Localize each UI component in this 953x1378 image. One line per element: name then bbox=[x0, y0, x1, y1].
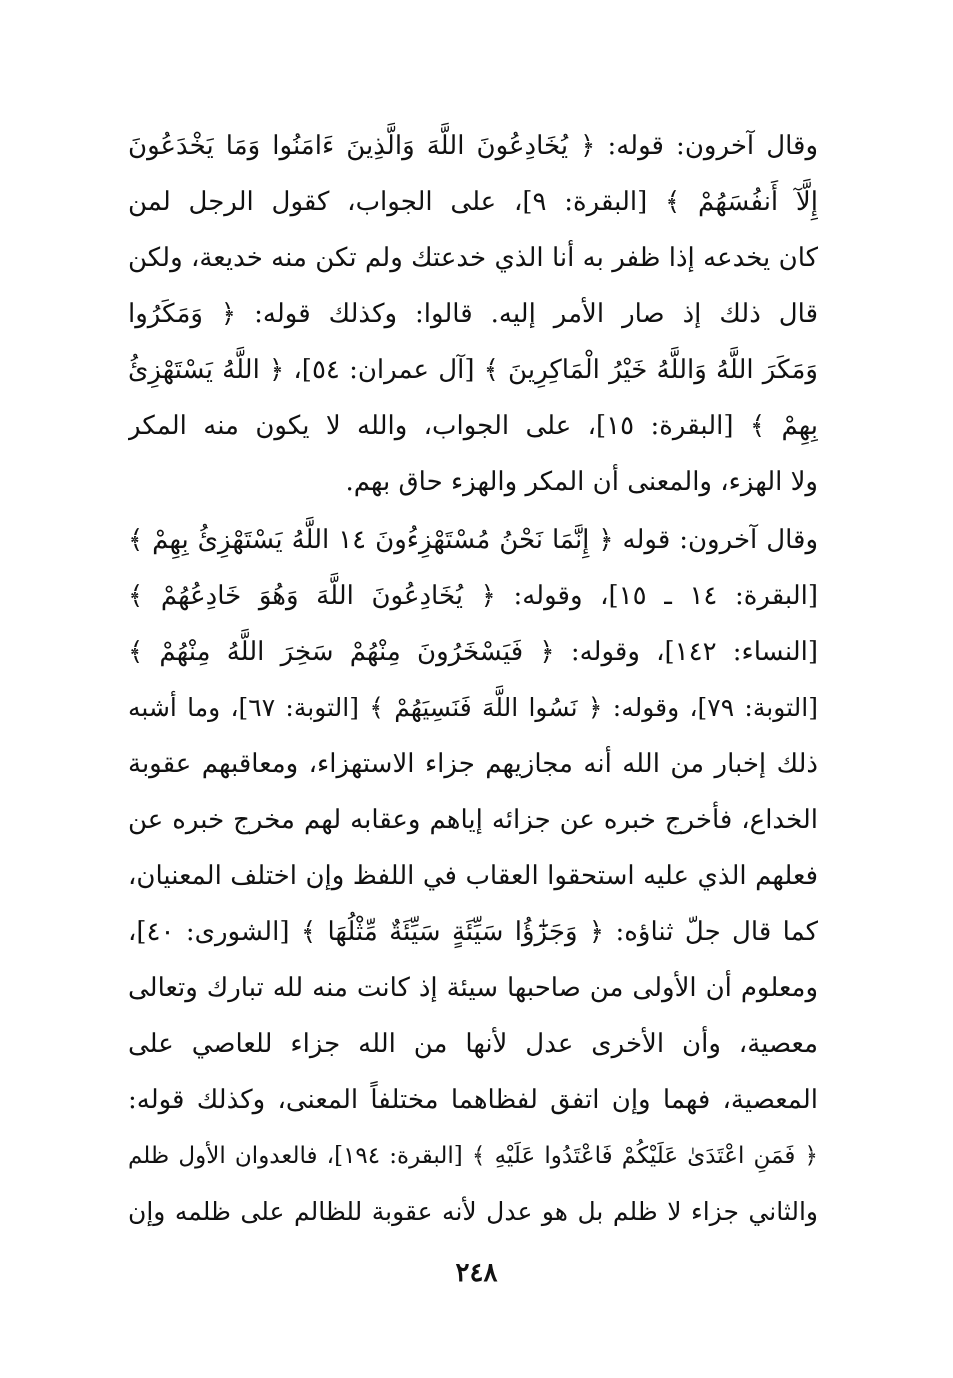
text-line: كان يخدعه إذا ظفر به أنا الذي خدعتك ولم تكن منه خديعة، ولكن bbox=[128, 243, 818, 273]
paragraph-2 bbox=[128, 512, 818, 1240]
text-line: قال ذلك إذ صار الأمر إليه. قالوا: وكذلك قوله: ﴿ وَمَكَرُوا bbox=[128, 299, 818, 329]
text-line: ومعلوم أن الأولى من صاحبها سيئة إذ كانت منه لله تبارك وتعالى bbox=[128, 973, 818, 1003]
text-line: المعصية، فهما وإن اتفق لفظاهما مختلفاً المعنى، وكذلك قوله: bbox=[128, 1085, 818, 1115]
page-number: ٢٤٨ bbox=[455, 1258, 498, 1288]
text-line: [البقرة: ١٤ ـ ١٥]، وقوله: ﴿ يُخَادِعُونَ اللَّهَ وَهُوَ خَادِعُهُمْ ﴾ bbox=[128, 581, 818, 611]
text-line: معصية، وأن الأخرى عدل لأنها من الله جزاء للعاصي على bbox=[128, 1029, 818, 1059]
paragraph-1 bbox=[128, 118, 818, 510]
text-line: [النساء: ١٤٢]، وقوله: ﴿ فَيَسْخَرُونَ مِنْهُمْ سَخِرَ اللَّهُ مِنْهُمْ ﴾ bbox=[128, 637, 818, 667]
text-line: إِلَّآ أَنفُسَهُمْ ﴾ [البقرة: ٩]، على الجواب، كقول الرجل لمن bbox=[128, 187, 818, 217]
text-line: الخداع، فأخرج خبره عن جزائه إياهم وعقابه لهم مخرج خبره عن bbox=[128, 805, 818, 835]
text-line: والثاني جزاء لا ظلم بل هو عدل لأنه عقوبة للظالم على ظلمه وإن bbox=[128, 1197, 818, 1226]
text-line: ﴿ فَمَنِ اعْتَدَىٰ عَلَيْكُمْ فَاعْتَدُوا عَلَيْهِ ﴾ [البقرة: ١٩٤]، فالعدوان الأول ظلم bbox=[128, 1143, 818, 1169]
text-line: ولا الهزء، والمعنى أن المكر والهزء حاق بهم. bbox=[345, 467, 818, 497]
text-line: كما قال جلّ ثناؤه: ﴿ وَجَزَٰٓؤُا سَيِّئَةٍ سَيِّئَةٌ مِّثْلُهَا ﴾ [الشورى: ٤٠]، bbox=[128, 917, 818, 947]
text-line: ذلك إخبار من الله أنه مجازيهم جزاء الاستهزاء، ومعاقبهم عقوبة bbox=[128, 749, 818, 779]
text-line: وَمَكَرَ اللَّهُ وَاللَّهُ خَيْرُ الْمَاكِرِينَ ﴾ [آل عمران: ٥٤]، ﴿ اللَّهُ يَسْتَهْزِئُ bbox=[128, 355, 818, 385]
text-line: [التوبة: ٧٩]، وقوله: ﴿ نَسُوا اللَّهَ فَنَسِيَهُمْ ﴾ [التوبة: ٦٧]، وما أشبه bbox=[128, 693, 818, 722]
text-line: بِهِمْ ﴾ [البقرة: ١٥]، على الجواب، والله لا يكون منه المكر bbox=[128, 411, 818, 441]
text-line: وقال آخرون: قوله: ﴿ يُخَادِعُونَ اللَّهَ وَالَّذِينَ ءَامَنُوا وَمَا يَخْدَعُونَ bbox=[128, 131, 818, 161]
text-line: فعلهم الذي عليه استحقوا العقاب في اللفظ وإن اختلف المعنيان، bbox=[128, 861, 818, 891]
text-line: وقال آخرون: قوله ﴿ إِنَّمَا نَحْنُ مُسْتَهْزِءُونَ ١٤ اللَّهُ يَسْتَهْزِئُ بِهِمْ ﴾ bbox=[128, 525, 818, 555]
